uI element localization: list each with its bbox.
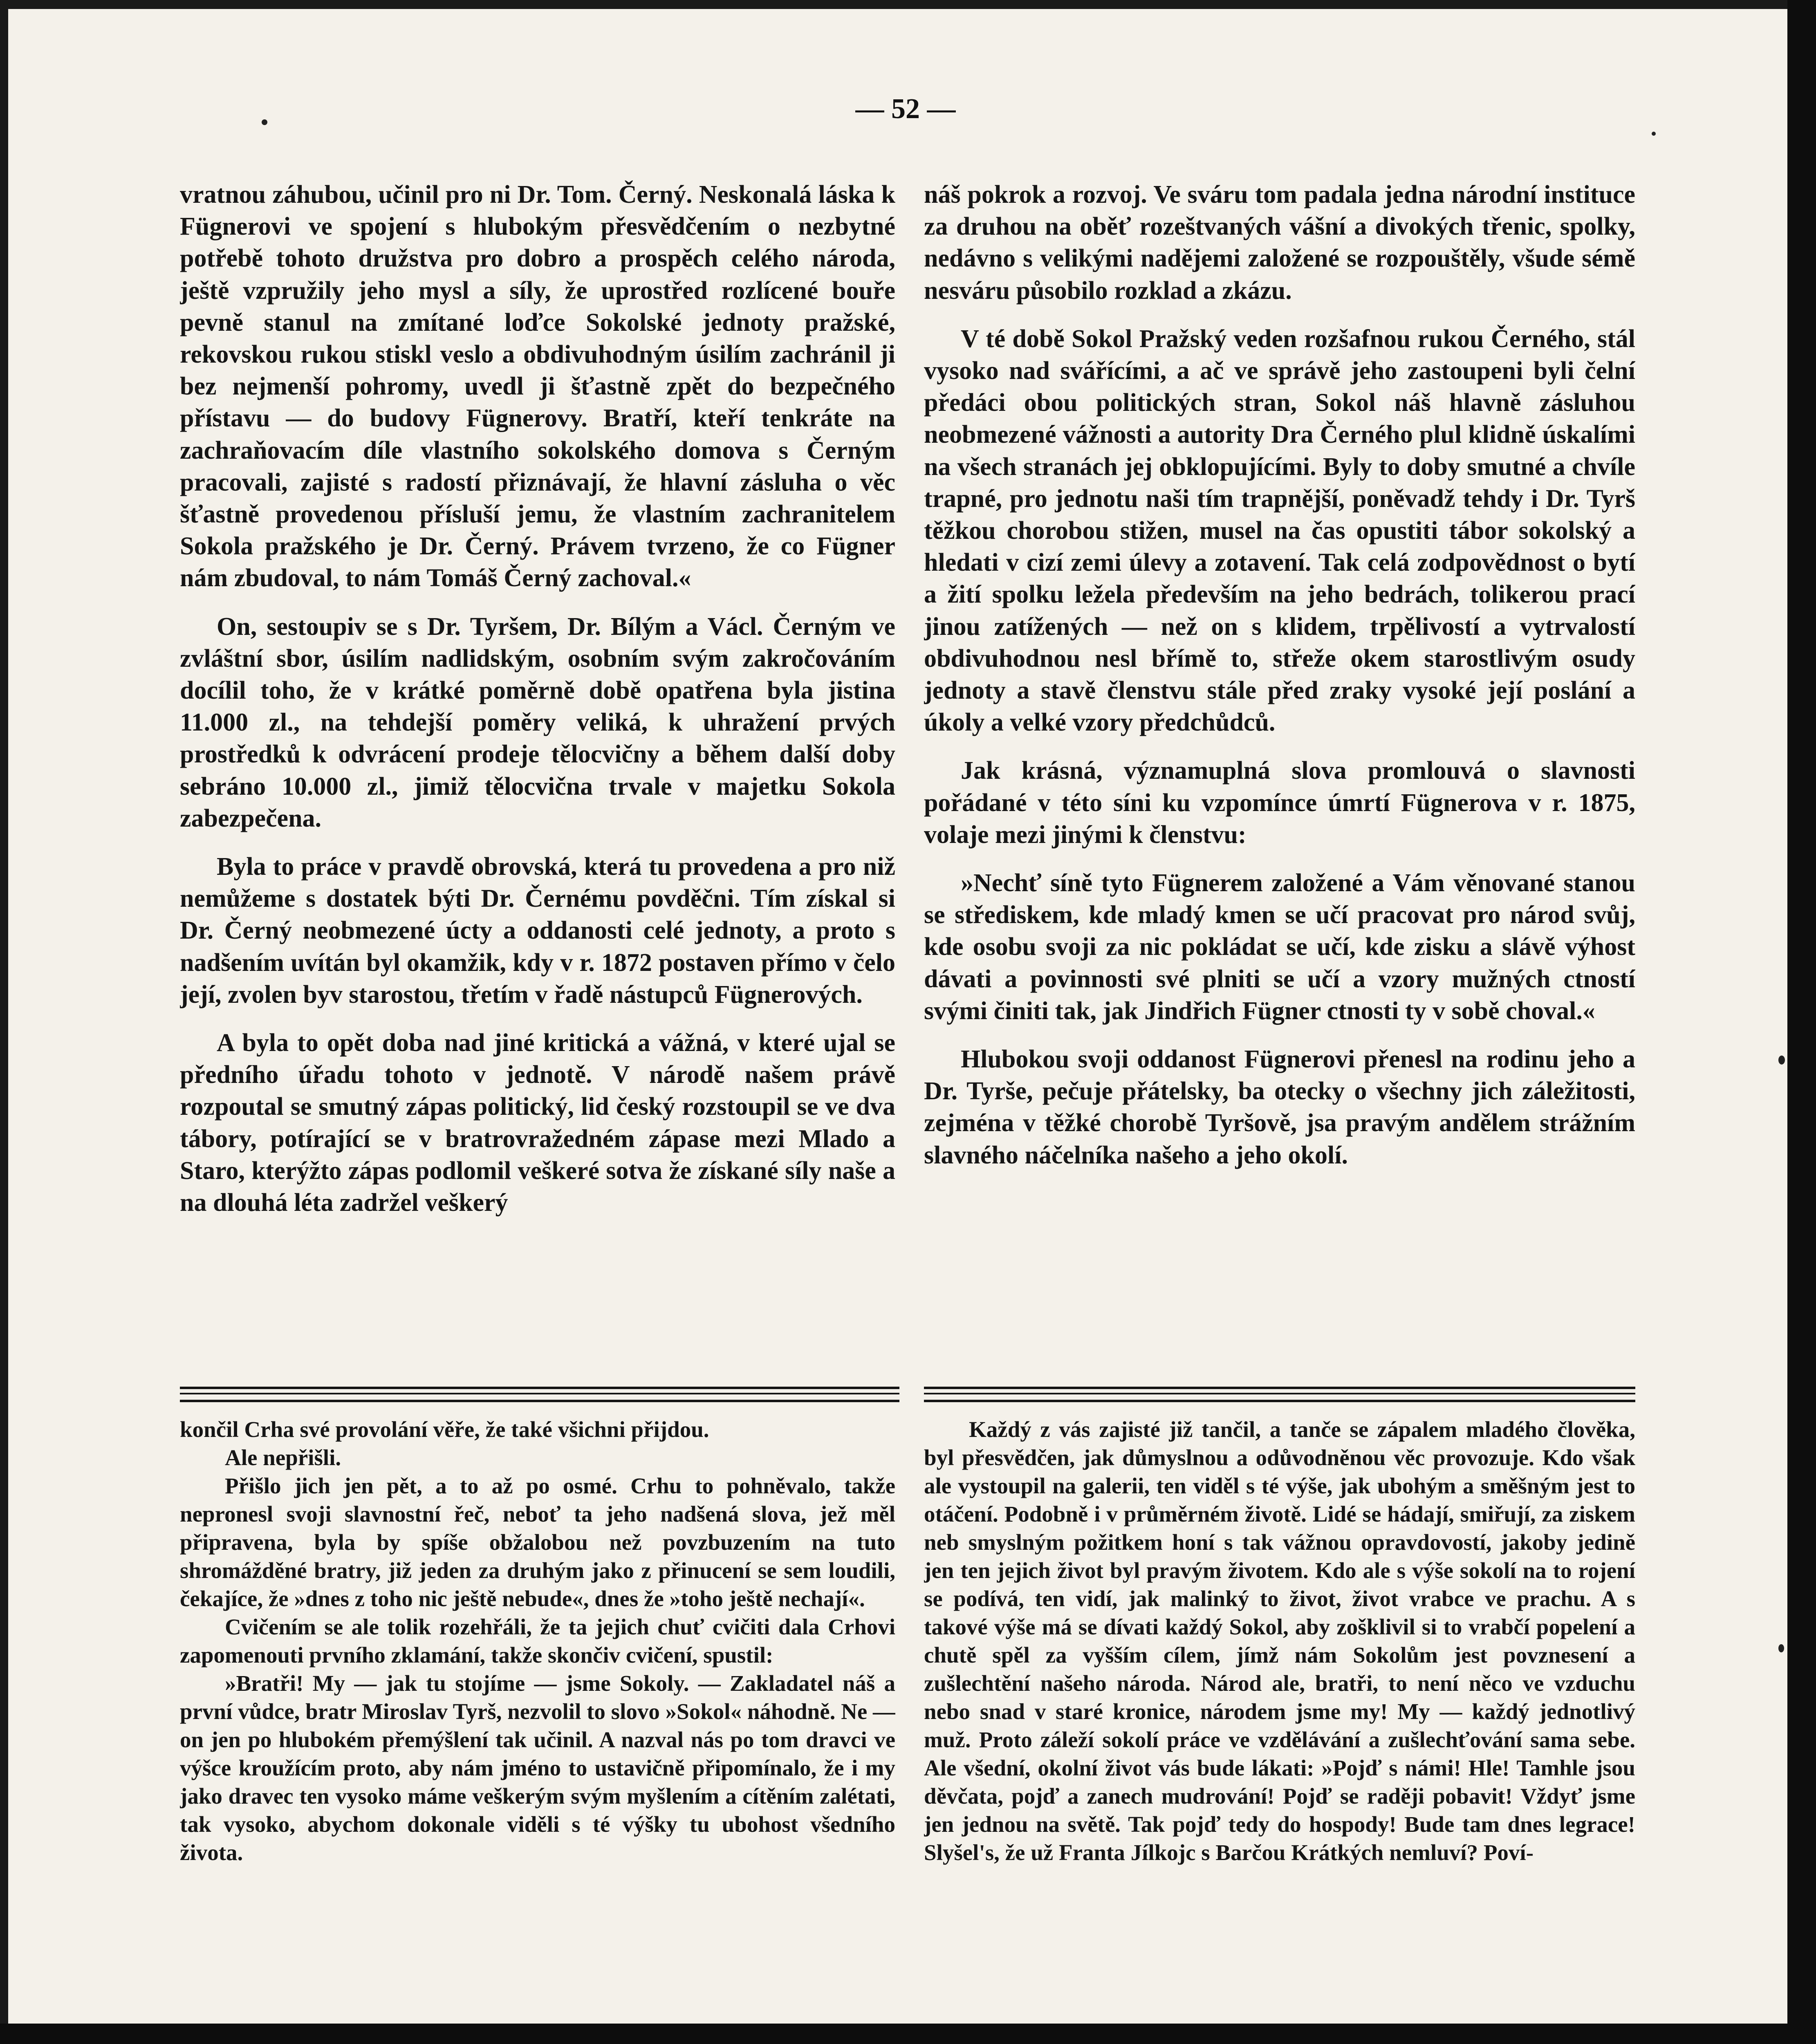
paragraph: Cvičením se ale tolik rozehřáli, že ta jejich chuť cvičiti dala Crhovi zapomenouti prvního zklamání, takže skončiv cvičení, spustil: — [180, 1614, 895, 1667]
paragraph: Hlubokou svoji oddanost Fügnerovi přenesl na rodinu jeho a Dr. Tyrše, pečuje přátelsky, ba otecky o všechny jich záležitosti, zejména v těžké chorobě Tyršově, jsa pravým andělem strážním slavného náčelníka našeho a jeho okolí. — [924, 1045, 1635, 1169]
print-speck — [262, 119, 267, 125]
page-number: — 52 — — [855, 93, 956, 125]
newspaper-page — [8, 9, 1787, 2044]
paragraph: vratnou záhubou, učinil pro ni Dr. Tom. Černý. Neskonalá láska k Fügnerovi ve spojení s hlubokým přesvědčením o nezbytné potřebě tohoto družstva pro dobro a prospěch celého národa, ještě vzpružily jeho mysl a síly, že uprostřed rozlícené bouře pevně stanul na zmítané loďce Sokolské jednoty pražské, rekovskou rukou stiskl veslo a obdivuhodným úsilím zachránil ji bez nejmenší pohromy, uvedl ji šťastně zpět do bezpečného přístavu — do budovy Fügnerovy. Bratří, kteří tenkráte na zachraňovacím díle vlastního sokolského domova s Černým pracovali, zajisté s radostí přiznávají, že hlavní zásluha o věc šťastně provedenou přísluší jemu, že vlastním zachranitelem Sokola pražského je Dr. Černý. Právem tvrzeno, že co Fügner nám zbudoval, to nám Tomáš Černý zachoval.« — [180, 181, 895, 592]
quotation-paragraph: »Nechť síně tyto Fügnerem založené a Vám věnované stanou se střediskem, kde mladý kmen se učí pracovat pro národ svůj, kde osobu svoji za nic pokládat se učí, kde zisku a slávě výhost dávati a povinnosti své plniti se učí a vzory mužných ctností svými činiti tak, jak Jindřich Fügner ctnosti ty v sobě choval.« — [924, 869, 1635, 1025]
scan-border-right — [1787, 0, 1816, 2044]
paragraph: A byla to opět doba nad jiné kritická a vážná, v které ujal se předního úřadu tohoto v jednotě. V národě našem právě rozpoutal se smutný zápas politický, lid český rozstoupil se ve dva tábory, potírající se v bratrovražedném zápase mezi Mlado a Staro, kterýžto zápas podlomil veškeré sotva že získané síly naše a na dlouhá léta zadržel veškerý — [180, 1029, 895, 1217]
paragraph: Ale nepřišli. — [225, 1445, 341, 1470]
section-divider-right — [924, 1387, 1635, 1402]
paragraph: On, sestoupiv se s Dr. Tyršem, Dr. Bílým a Václ. Černým ve zvláštní sbor, úsilím nadlidským, osobním svým zakročováním docílil toho, že v krátké poměrně době opatřena byla jistina 11.000 zl., na tehdejší poměry veliká, k uhražení prvých prostředků k odvrácení prodeje tělocvičny a během další doby sebráno 10.000 zl., jimiž tělocvična trvale v majetku Sokola zabezpečena. — [180, 612, 895, 832]
paragraph: náš pokrok a rozvoj. Ve sváru tom padala jedna národní instituce za druhou na oběť rozeštvaných vášní a divokých třenic, spolky, nedávno s velikými nadějemi založené se rozpouštěly, všude sémě nesváru působilo rozklad a zkázu. — [924, 181, 1635, 305]
paragraph: Jak krásná, významuplná slova promlouvá o slavnosti pořádané v této síni ku vzpomínce úmrtí Fügnerova v r. 1875, volaje mezi jinými k členstvu: — [924, 757, 1635, 849]
paragraph: V té době Sokol Pražský veden rozšafnou rukou Černého, stál vysoko nad svářícími, a ač ve správě jeho zastoupeni byli čelní předáci obou politických stran, Sokol náš hlavně zásluhou neobmezené vážnosti a autority Dra Černého plul klidně úskalími na všech stranách jej obklopujícími. Byly to doby smutné a chvíle trapné, pro jednotu naši tím trapnější, poněvadž tehdy i Dr. Tyrš těžkou chorobou stižen, musel na čas opustiti tábor sokolský a hledati v cizí zemi úlevy a zotavení. Tak celá zodpovědnost o bytí a žití spolku ležela především na jeho bedrách, tolikerou prací jinou zatížených — než on s klidem, trpělivostí a vytrvalostí obdivuhodnou nesl břímě to, střeže okem starostlivým osudy jednoty a stavě členstvu stále před zraky vysoké její poslání a úkoly a velké vzory předchůdců. — [924, 325, 1635, 737]
paragraph: Byla to práce v pravdě obrovská, která tu provedena a pro niž nemůžeme s dostatek býti Dr. Černému povděčni. Tím získal si Dr. Černý neobmezené úcty a oddanosti celé jednoty, a proto s nadšením uvítán byl okamžik, kdy v r. 1872 postaven přímo v čelo její, zvolen byv starostou, třetím v řadě nástupců Fügnerových. — [180, 853, 895, 1009]
speech-paragraph: »Bratři! My — jak tu stojíme — jsme Sokoly. — Zakladatel náš a první vůdce, bratr Miroslav Tyrš, nezvolil to slovo »Sokol« náhodně. Ne — on jen po hlubokém přemýšlení tak učinil. A nazval nás po tom dravci ve výšce kroužícím proto, aby nám jméno to ustavičně připomínalo, že i my jako dravec ten vysoko máme veškerým svým myšlením a cítěním zalétati, tak vysoko, abychom dokonale viděli s té výšky tu ubohost všedního života. — [180, 1671, 895, 1865]
scan-border-bottom — [0, 2024, 1816, 2044]
print-speck — [1778, 1644, 1784, 1652]
section-divider-left — [180, 1387, 899, 1402]
lower-left-column — [180, 1415, 895, 2044]
print-speck — [1652, 132, 1656, 136]
print-speck — [1778, 1056, 1785, 1065]
upper-left-column — [180, 179, 895, 1385]
paragraph: Každý z vás zajisté již tančil, a tanče se zápalem mladého člověka, byl přesvědčen, jak důmyslnou a odůvodněnou věc provozuje. Kdo však ale vystoupil na galerii, ten viděl s té výše, jak ubohým a směšným jest to otáčení. Podobně i v průměrném životě. Lidé se hádají, smiřují, za ziskem neb smyslným požitkem honí s tak vážnou opravdovostí, jakoby jedině jen ten jejich život byl pravým životem. Kdo ale s výše sokolí na to rojení se podívá, ten vidí, jak malinký to život, život vrabce ve prachu. A s takové výše má se dívati každý Sokol, aby zošklivil si to vrabčí popelení a chutě spěl za vyšším cílem, jímž nám Sokolům jest povznesení a zušlechtění našeho národa. Národ ale, bratři, to není něco ve vzduchu nebo snad v staré kronice, národem jsme my! My — každý jednotlivý muž. Proto záleží sokolí práce ve vzdělávání a zušlechťování sama sebe. Ale všední, okolní život vás bude lákati: »Pojď s námi! Hle! Tamhle jsou děvčata, pojď a zanech mudrování! Pojď se raději pobavit! Vždyť jsme jen jednou na světě. Tak pojď tedy do hospody! Bude tam dnes legrace! Slyšel's, že už Franta Jílkojc s Barčou Krátkých nemluví? Poví- — [924, 1417, 1635, 1865]
paragraph: končil Crha své provolání věře, že také všichni přijdou. — [180, 1417, 709, 1442]
upper-right-column — [924, 179, 1635, 1385]
lower-right-column — [924, 1415, 1635, 2044]
paragraph: Přišlo jich jen pět, a to až po osmé. Crhu to pohněvalo, takže nepronesl svoji slavnostní řeč, neboť ta jeho nadšená slova, jež měl připravena, byla by spíše obžalobou než povzbuzením na tuto shromážděné bratry, již jeden za druhým jako z přinucení se sem loudili, čekajíce, že »dnes z toho nic ještě nebude«, dnes že »toho ještě nechají«. — [180, 1473, 895, 1611]
